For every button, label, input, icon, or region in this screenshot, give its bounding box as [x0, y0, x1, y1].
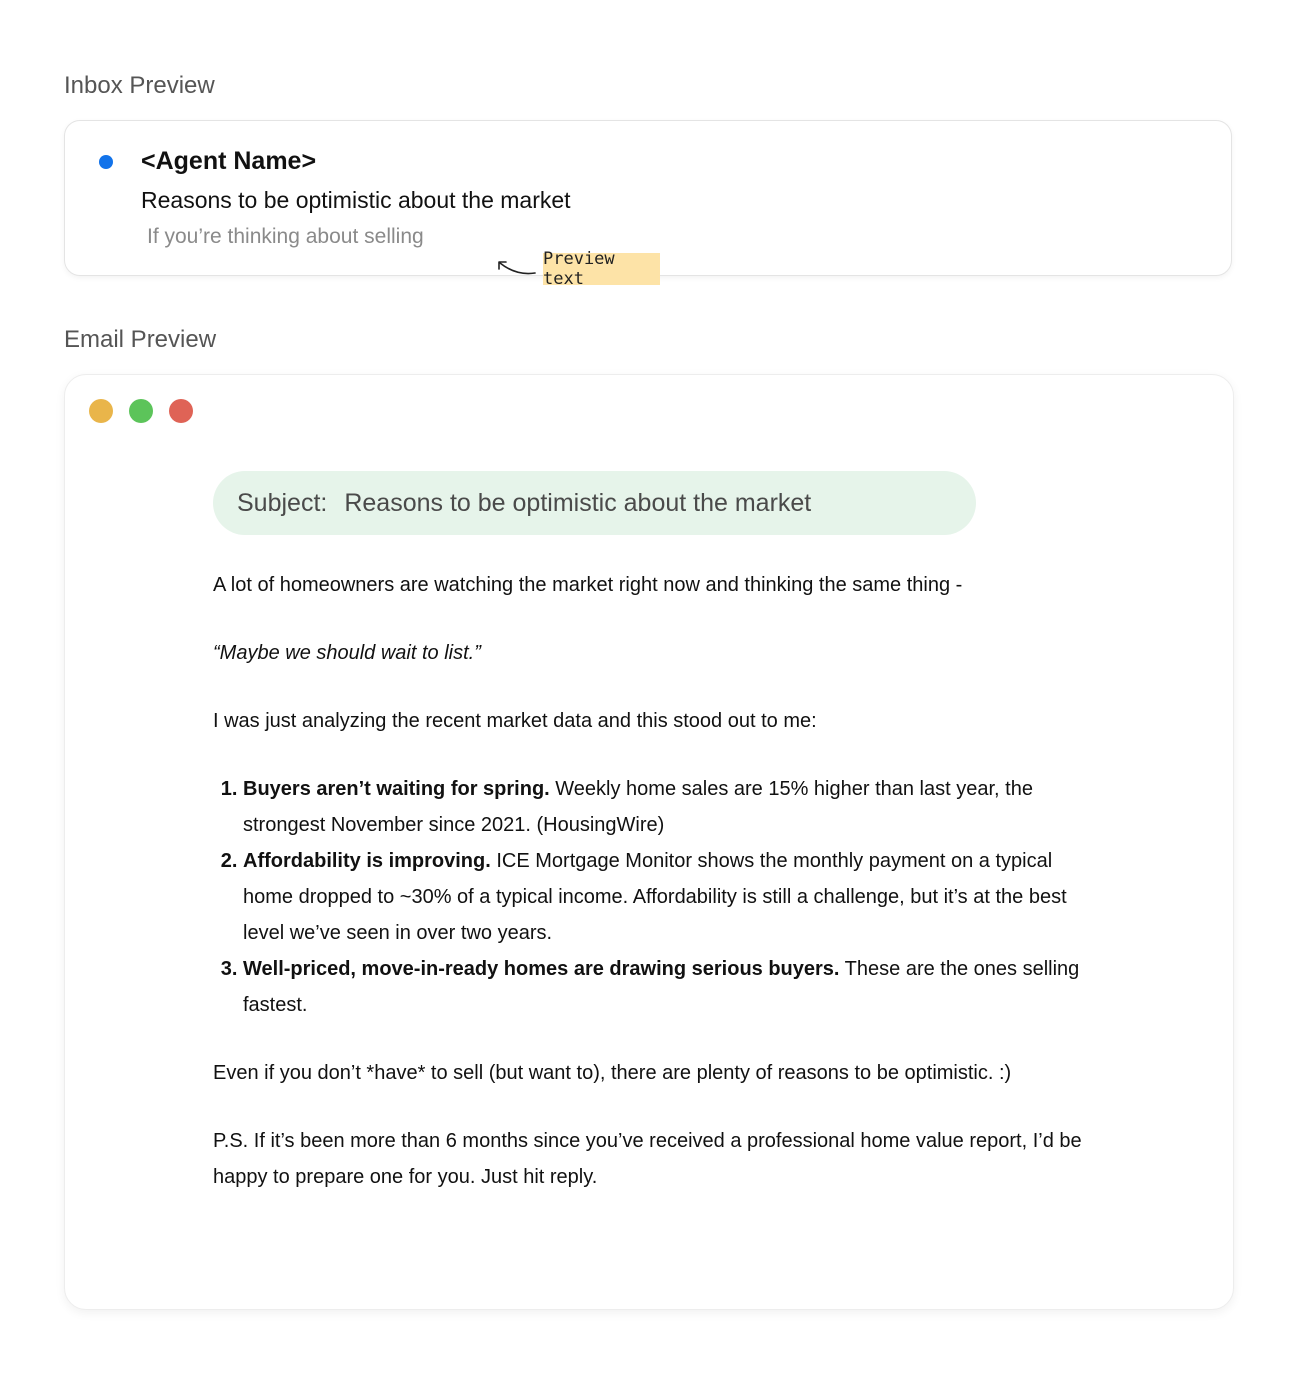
subject-text: Reasons to be optimistic about the market: [344, 488, 812, 517]
ps-paragraph: P.S. If it’s been more than 6 months since you’ve received a professional home value report, I’d be happy to prepare one for you. Just hit reply.: [213, 1130, 1082, 1188]
point-heading: Buyers aren’t waiting for spring.: [243, 778, 550, 800]
point-text: ICE Mortgage Monitor shows the monthly payment on a typical home dropped to ~30% of a typical income. Affordability is still a challenge, but it’s at the best level we’ve seen in over two years.: [243, 850, 1067, 944]
email-preview-window: [64, 374, 1234, 1310]
intro-paragraph: A lot of homeowners are watching the market right now and thinking the same thing -: [213, 574, 963, 596]
points-list: [213, 771, 1093, 1023]
point-text: Weekly home sales are 15% higher than last year, the strongest November since 2021. (HousingWire): [243, 778, 1033, 836]
email-body: [213, 567, 1093, 1227]
inbox-preview-text: If you’re thinking about selling: [147, 225, 424, 248]
quote-paragraph: [213, 635, 1093, 671]
list-item: [243, 843, 1093, 951]
subject-label: Subject:: [237, 488, 328, 517]
window-maximize-dot[interactable]: [129, 399, 153, 423]
point-heading: Affordability is improving.: [243, 850, 491, 872]
list-item: [243, 771, 1093, 843]
annotation-arrow-icon: [494, 254, 538, 280]
email-preview-label: Email Preview: [64, 326, 217, 353]
inbox-preview-label: Inbox Preview: [64, 72, 215, 99]
sender-name: <Agent Name>: [141, 147, 317, 175]
point-text: These are the ones selling fastest.: [243, 958, 1080, 1016]
inbox-subject-line: Reasons to be optimistic about the market: [141, 187, 571, 213]
list-item: [243, 951, 1093, 1023]
point-heading: Well-priced, move-in-ready homes are drawing serious buyers.: [243, 958, 840, 980]
quote-text: “Maybe we should wait to list.”: [213, 642, 481, 664]
preview-text-annotation: Preview text: [543, 253, 660, 285]
lead-paragraph: I was just analyzing the recent market data and this stood out to me:: [213, 710, 817, 732]
window-minimize-dot[interactable]: [89, 399, 113, 423]
subject-bar: [213, 471, 976, 535]
closing-paragraph: Even if you don’t *have* to sell (but want to), there are plenty of reasons to be optimistic. :): [213, 1062, 1012, 1084]
window-close-dot[interactable]: [169, 399, 193, 423]
unread-indicator-dot: [99, 155, 113, 169]
